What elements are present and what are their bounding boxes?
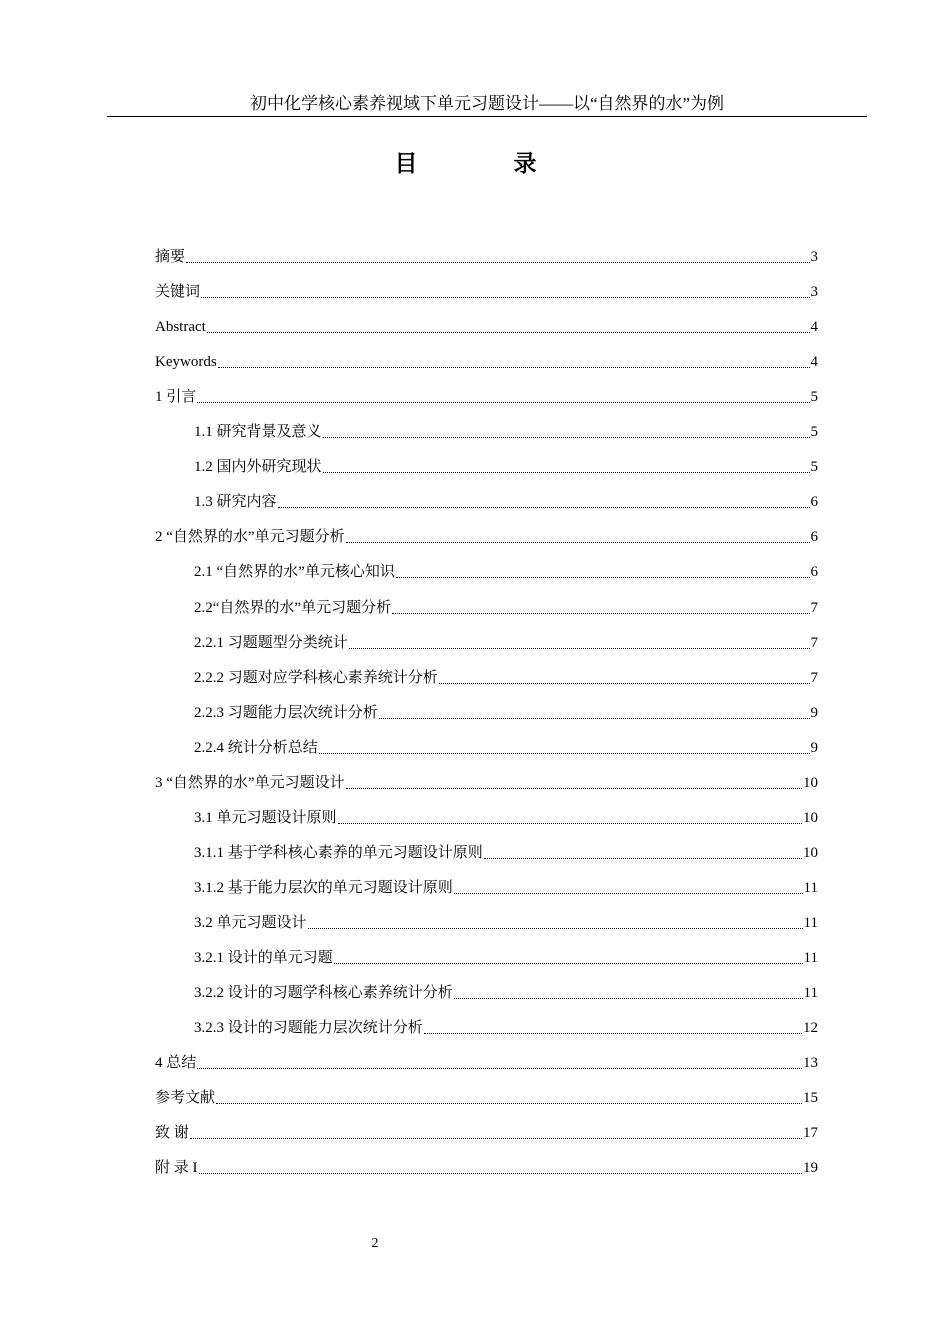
toc-dot-leader [197,402,809,403]
toc-dot-leader [349,648,810,649]
toc-dot-leader [338,823,802,824]
toc-entry-label: 参考文献 [155,1090,216,1107]
toc-entry[interactable] [155,305,818,340]
toc-dot-leader [278,507,810,508]
toc-dot-leader [197,1068,802,1069]
toc-entry-label: 2.2.2 习题对应学科核心素养统计分析 [194,669,438,686]
toc-entry-label: Keywords [155,354,217,371]
toc-entry-page: 7 [810,634,818,651]
toc-entry-label: 2.2.3 习题能力层次统计分析 [194,704,378,721]
toc-entry[interactable] [155,270,818,305]
toc-entry[interactable] [155,585,818,620]
toc-entry-page: 11 [803,879,818,896]
toc-dot-leader [323,472,810,473]
toc-dot-leader [207,332,810,333]
toc-dot-leader [454,998,803,999]
toc-entry-label: 2.1 “自然界的水”单元核心知识 [194,564,395,581]
toc-entry-label: 致 谢 [155,1125,189,1142]
toc-dot-leader [484,858,802,859]
toc-entry[interactable] [155,1006,818,1041]
toc-entry-page: 7 [810,599,818,616]
toc-dot-leader [454,893,803,894]
toc-entry[interactable] [155,971,818,1006]
toc-entry-page: 15 [803,1090,818,1107]
toc-entry-label: 2 “自然界的水”单元习题分析 [155,529,345,546]
toc-entry-page: 3 [810,249,818,266]
toc-entry[interactable] [155,621,818,656]
toc-entry-label: 1 引言 [155,389,197,406]
toc-entry-page: 7 [810,669,818,686]
toc-entry[interactable] [155,1076,818,1111]
toc-entry-page: 11 [803,985,818,1002]
toc-entry-page: 6 [810,529,818,546]
toc-dot-leader [392,613,809,614]
toc-entry-page: 4 [810,354,818,371]
toc-entry[interactable] [155,866,818,901]
toc-dot-leader [346,542,810,543]
toc-dot-leader [308,928,803,929]
toc-entry[interactable] [155,761,818,796]
toc-entry-page: 6 [810,494,818,511]
toc-dot-leader [379,718,810,719]
toc-entry-label: 3.2.1 设计的单元习题 [194,949,333,966]
toc-entry[interactable] [155,936,818,971]
toc-dot-leader [346,788,802,789]
toc-entry-page: 10 [803,809,818,826]
toc-dot-leader [396,577,810,578]
toc-entry-page: 9 [810,704,818,721]
toc-entry-page: 9 [810,739,818,756]
toc-dot-leader [199,1173,803,1174]
toc-dot-leader [424,1033,802,1034]
toc-entry[interactable] [155,340,818,375]
toc-entry[interactable] [155,515,818,550]
toc-entry[interactable] [155,656,818,691]
toc-entry-label: 2.2.1 习题题型分类统计 [194,634,348,651]
toc-dot-leader [323,437,810,438]
toc-entry-label: 附 录 I [155,1160,198,1177]
toc-entry-label: 1.3 研究内容 [194,494,277,511]
toc-entry-label: 关键词 [155,284,201,301]
toc-entry[interactable] [155,726,818,761]
toc-entry-label: 3.1.2 基于能力层次的单元习题设计原则 [194,879,453,896]
toc-entry-page: 19 [803,1160,818,1177]
toc-entry-label: 3 “自然界的水”单元习题设计 [155,774,345,791]
toc-entry[interactable] [155,901,818,936]
toc-entry-label: 3.2 单元习题设计 [194,914,307,931]
toc-entry-page: 10 [803,844,818,861]
toc-entry[interactable] [155,691,818,726]
toc-dot-leader [201,297,809,298]
toc-entry-label: 3.2.2 设计的习题学科核心素养统计分析 [194,985,453,1002]
toc-entry-page: 5 [810,389,818,406]
toc-dot-leader [319,753,810,754]
toc-entry[interactable] [155,550,818,585]
toc-dot-leader [190,1138,802,1139]
toc-entry-label: 2.2“自然界的水”单元习题分析 [194,599,392,616]
toc-dot-leader [218,367,810,368]
toc-entry-page: 11 [803,949,818,966]
toc-entry[interactable] [155,1041,818,1076]
toc-dot-leader [186,262,809,263]
toc-entry-page: 10 [803,774,818,791]
toc-entry-label: 3.1 单元习题设计原则 [194,809,337,826]
running-header: 初中化学核心素养视域下单元习题设计——以“自然界的水”为例 [107,92,867,117]
toc-entry-page: 13 [803,1055,818,1072]
toc-entry-label: 3.2.3 设计的习题能力层次统计分析 [194,1020,423,1037]
toc-entry-page: 6 [810,564,818,581]
page-number: 2 [371,1236,379,1251]
toc-entry-label: Abstract [155,319,206,336]
toc-entry[interactable] [155,1111,818,1146]
toc-dot-leader [334,963,803,964]
toc-entry-page: 12 [803,1020,818,1037]
table-of-contents [155,235,818,1181]
toc-entry-page: 5 [810,424,818,441]
toc-entry[interactable] [155,480,818,515]
toc-entry-page: 17 [803,1125,818,1142]
toc-entry-label: 1.2 国内外研究现状 [194,459,322,476]
toc-entry[interactable] [155,410,818,445]
toc-entry-label: 1.1 研究背景及意义 [194,424,322,441]
toc-entry-page: 11 [803,914,818,931]
toc-entry-label: 2.2.4 统计分析总结 [194,739,318,756]
toc-dot-leader [439,683,810,684]
toc-entry[interactable] [155,375,818,410]
toc-entry[interactable] [155,796,818,831]
toc-entry-label: 3.1.1 基于学科核心素养的单元习题设计原则 [194,844,483,861]
toc-entry-page: 4 [810,319,818,336]
toc-title: 目 录 [394,151,581,177]
toc-entry-page: 3 [810,284,818,301]
toc-dot-leader [216,1103,802,1104]
toc-entry-label: 4 总结 [155,1055,197,1072]
toc-entry[interactable] [155,445,818,480]
toc-entry-page: 5 [810,459,818,476]
toc-entry-label: 摘要 [155,249,186,266]
toc-entry[interactable] [155,235,818,270]
toc-entry[interactable] [155,1146,818,1181]
toc-entry[interactable] [155,831,818,866]
